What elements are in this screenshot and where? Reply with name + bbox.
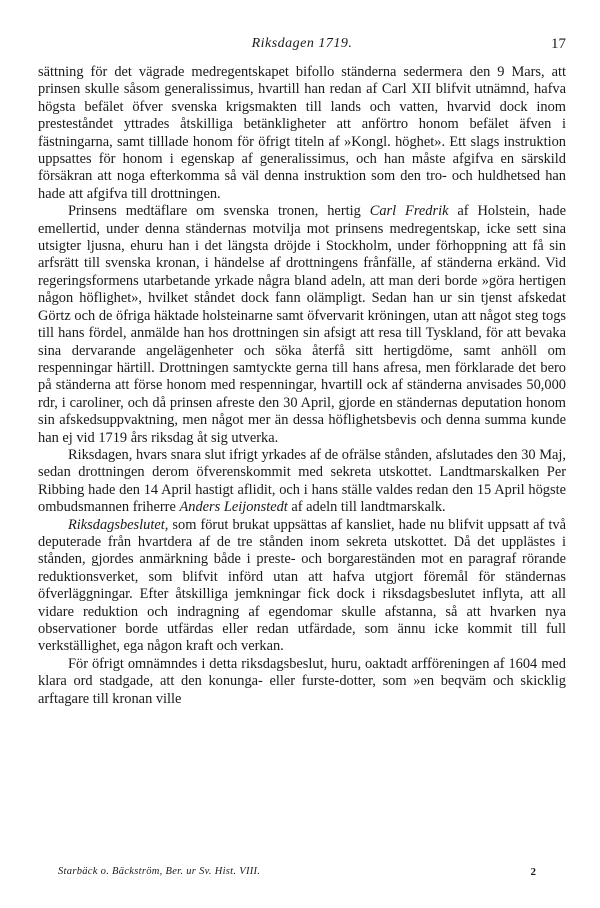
paragraph-text: sättning för det vägrade medregentskapet bifollo ständerna sedermera den 9 Mars, att prinsen skulle såsom generalissimus, hvartill han redan af Carl XII blifvit utnämnd, hafva högsta befälet öfver svenska krigsmakten till lands och vatten, hvarvid dock inom presteståndet yttrades åtskilliga betänkligheter att anförtro honom befälet äfven i fästningarna, samt tilllade honom för öfrigt titeln af »Kongl. höghet». Ett slags instruktion uppsattes för honom i egenskap af generalissimus, och han måste afgifva en särskild försäkran att noga efterkomma så väl denna instruktion som den tro- och huldhetsed han hade att afgifva till drottningen. [38, 64, 566, 202]
person-name: Anders Leijonstedt [179, 499, 288, 516]
paragraph-text: För öfrigt omnämndes i detta riksdagsbeslut, huru, oaktadt arfföreningen af 1604 med klara ord stadgade, att den konunga- eller furste-dotter, som »en beqväm och skicklig arftagare till kronan ville [38, 655, 566, 707]
paragraph-text: af adeln till landtmarskalk. [287, 499, 446, 516]
paragraph [38, 656, 566, 708]
signature-mark: 2 [530, 866, 536, 878]
term-emphasis: Riksdagsbeslutet, [68, 516, 169, 533]
person-name: Carl Fredrik [369, 203, 449, 220]
running-title: Riksdagen 1719. [251, 36, 353, 51]
paragraph-text: af Holstein, hade emellertid, under denna ständernas motvilja mot prinsens medregentskap, icke sett sina utsigter ljusna, ehuru han i det längsta dröjde i Stockholm, under förhoppning att få sin arfsrätt till svenska kronan, i händelse af drottningens frånfälle, af ständerna erkänd. Vid regeringsformens utarbetande yrkade några bland adeln, att man deri borde »göra hertigen någon höflighet», hvilket ståndet dock fann olämpligt. Sedan han ur sin tjenst afskedat Görtz och de öfriga häktade holsteinarne samt öfvervarit kröningen, utan att något steg togs till hans fördel, anmälde han hos drottningen sin afsigt att resa till Tyskland, för att bevaka sina dervarande angelägenheter och söka återfå sitt hertigdöme, samt anhöll om respenningar härtill. Drottningen samtyckte gerna till hans afresa, men förklarade det bero på ständerna att förse honom med respenningar, hvartill ock af ständerna anvisades 50,000 rdr, i caroliner, och då prinsen afreste den 30 April, gjorde en ständernas deputation honom sin afskedsuppvaktning, men något mer än dessa höflighetsbevis och denna summa kunde han ej vid 1719 års riksdag åt sig utverka. [38, 203, 566, 446]
paragraph-text: Riksdagen, hvars snara slut ifrigt yrkades af de ofrälse stånden, afslutades den 30 Maj, sedan drottningen derom öfverenskommit med sekreta utskottet. Landtmarskalken Per Ribbing hade den 14 April hastigt aflidit, och i hans ställe valdes redan den 15 April högste ombudsmannen friherre [38, 446, 566, 516]
body-text [38, 64, 566, 708]
paragraph-text: som förut brukat uppsättas af kansliet, hade nu blifvit uppsatt af två deputerade från hvartdera af de tre stånden inom sekreta utskottet. Då det upplästes i stånden, gjordes anmärkning både i preste- och borgareständen mot en paragraf rörande reduktionsverket, som blifvit införd utan att hafva utgjort föremål för ständernas öfverläggningar. Efter åtskilliga jemkningar fick dock i riksdagsbeslutet inflyta, att all vidare reduktion och indragning af egendomar skulle afstanna, så att hvarken nya observationer borde utfärdas eller redan utfärdade, som ännu icke kommit till full verkställighet, ega någon kraft och verkan. [38, 516, 566, 655]
page-footer [58, 866, 536, 882]
paragraph [38, 203, 566, 447]
paragraph [38, 447, 566, 517]
paragraph [38, 517, 566, 656]
paragraph [38, 64, 566, 203]
paragraph-text: Prinsens medtäflare om svenska tronen, hertig [68, 203, 370, 220]
page-number: 17 [551, 36, 566, 52]
footer-citation: Starbäck o. Bäckström, Ber. ur Sv. Hist. VIII. [58, 866, 261, 877]
page-header [38, 36, 566, 56]
